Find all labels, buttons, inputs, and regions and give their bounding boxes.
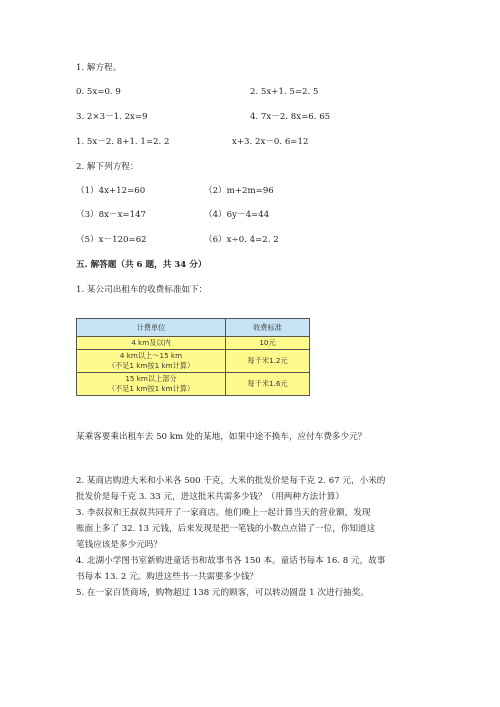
question-3-line: 账面上多了 32. 13 元钱，后来发现是把一笔钱的小数点点错了一位，你知道这 <box>76 524 376 534</box>
equation: （5）x－120=62 <box>76 235 147 245</box>
equation: 2. 5x+1. 5=2. 5 <box>250 87 319 97</box>
table-cell-unit: 4 km及以内 <box>77 337 226 350</box>
equation: （1）4x+12=60 <box>76 186 146 196</box>
equation: x+3. 2x－0. 6=12 <box>232 137 309 147</box>
part-5-heading: 五. 解答题（共 6 题，共 34 分） <box>76 260 207 270</box>
question-2-line: 2. 某商店购进大米和小米各 500 千克，大米的批发价是每千克 2. 67 元，小米的 <box>76 476 386 486</box>
question-1-text: 某乘客要乘出租车去 50 km 处的某地，如果中途不换车，应付车费多少元？ <box>76 432 367 442</box>
question-2-line: 批发价是每千克 3. 33 元，进这批米共需多少钱？（用两种方法计算） <box>76 492 344 502</box>
equation: 4. 7x－2. 8x=6. 65 <box>250 112 331 122</box>
question-3-line: 笔钱应该是多少元吗？ <box>76 540 162 550</box>
table-cell-fee: 每千米1.6元 <box>226 373 310 396</box>
equation: （3）8x－x=147 <box>76 210 147 220</box>
table-row <box>77 373 310 396</box>
question-3-line: 3. 李叔叔和王叔叔共同开了一家商店。他们晚上一起计算当天的营业额，发现 <box>76 508 371 518</box>
table-row <box>77 337 310 350</box>
fare-table <box>76 318 310 396</box>
equation: （2）m+2m=96 <box>204 186 274 196</box>
section-1-title: 1. 解方程。 <box>76 63 122 73</box>
equation: （4）6y－4=44 <box>204 210 270 220</box>
table-header-unit: 计费单位 <box>77 319 226 337</box>
question-4-line: 4. 北湖小学图书室新购进童话书和故事书各 150 本。童话书每本 16. 8 元，故事 <box>76 556 386 566</box>
equation: 1. 5x－2. 8+1. 1=2. 2 <box>76 137 170 147</box>
table-cell-fee: 每千米1.2元 <box>226 350 310 373</box>
table-row <box>77 350 310 373</box>
table-cell-unit: 15 km以上部分 （不足1 km按1 km计算） <box>77 373 226 396</box>
question-4-line: 书每本 13. 2 元。购进这些书一共需要多少钱？ <box>76 572 259 582</box>
equation: （6）x÷0. 4=2. 2 <box>204 235 279 245</box>
section-2-title: 2. 解下列方程： <box>76 162 139 172</box>
equation: 0. 5x=0. 9 <box>76 87 121 97</box>
question-1: 1. 某公司出租车的收费标准如下： <box>76 285 208 295</box>
table-cell-unit: 4 km以上～15 km （不足1 km按1 km计算） <box>77 350 226 373</box>
table-cell-fee: 10元 <box>226 337 310 350</box>
table-header-fee: 收费标准 <box>226 319 310 337</box>
equation: 3. 2×3－1. 2x=9 <box>76 112 148 122</box>
question-5-line: 5. 在一家百货商场，购物超过 138 元的顾客，可以转动圆盘 1 次进行抽奖。 <box>76 588 369 598</box>
